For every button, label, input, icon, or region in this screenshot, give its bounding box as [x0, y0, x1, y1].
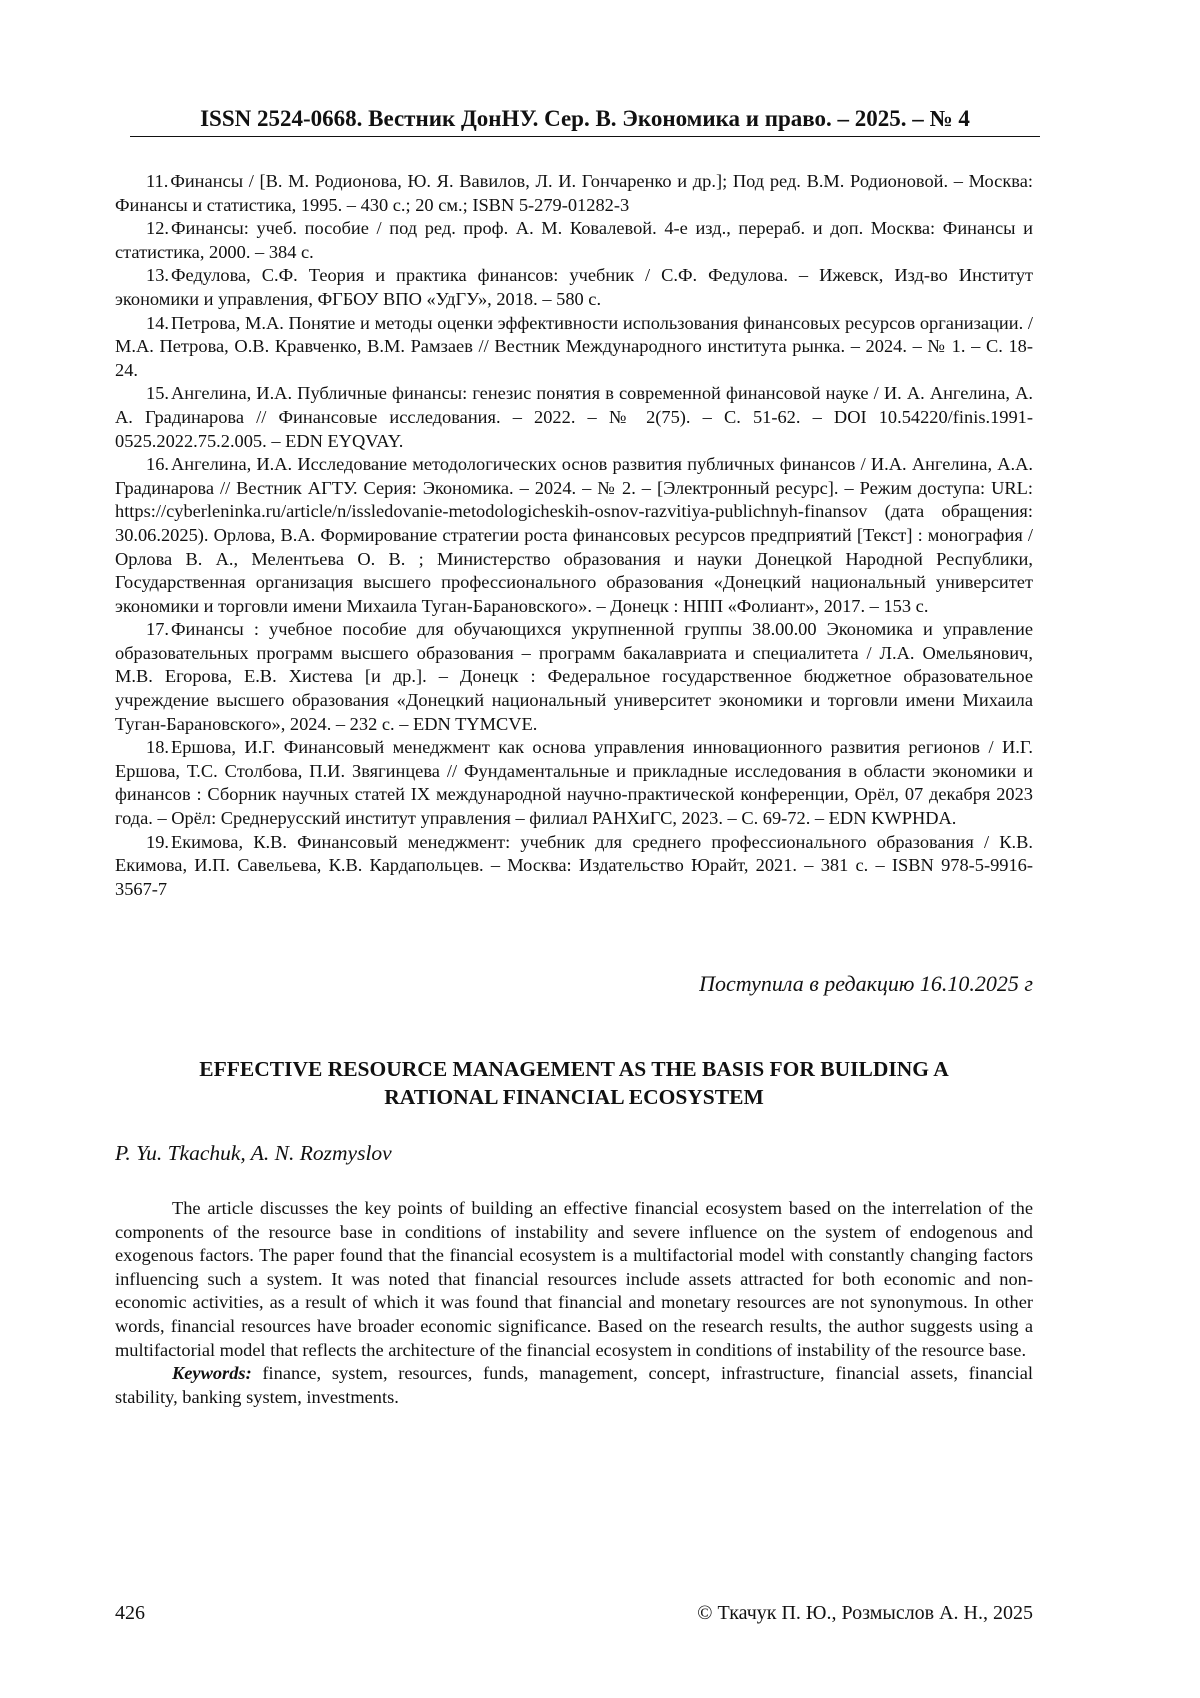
keywords-paragraph — [115, 1362, 1033, 1409]
reference-item — [115, 170, 1033, 217]
english-article-title — [115, 1055, 1033, 1111]
reference-text: Петрова, М.А. Понятие и методы оценки эффективности использования финансовых ресурсов организации. / М.А. Петрова, О.В. Кравченко, В.М. Рамзаев // Вестник Международного института рынка. – 2024. – № 1. – С. 18-24. — [115, 312, 1033, 380]
keywords-label: Keywords: — [172, 1363, 252, 1384]
reference-item — [115, 217, 1033, 264]
reference-item — [115, 831, 1033, 902]
reference-text: Екимова, К.В. Финансовый менеджмент: учебник для среднего профессионального образования / К.В. Екимова, И.П. Савельева, К.В. Кардапольцев. – Москва: Издательство Юрайт, 2021. – 381 с. – ISBN 978-5-9916-3567-7 — [115, 831, 1033, 899]
reference-text: Ангелина, И.А. Исследование методологических основ развития публичных финансов / И.А. Ангелина, А.А. Градинарова // Вестник АГТУ. Серия: Экономика. – 2024. – № 2. – [Электронный ресурс]. – Режим доступа: URL: https://cyberleninka.ru/article/n/issledovanie-metodologicheskih-osnov-razvitiya-publichnyh-finansov (дата обращения: 30.06.2025). Орлова, В.А. Формирование стратегии роста финансовых ресурсов предприятий [Текст] : монография / Орлова В. А., Мелентьева О. В. ; Министерство образования и науки Донецкой Народной Республики, Государственная организация высшего профессионального образования «Донецкий национальный университет экономики и торговли имени Михаила Туган-Барановского». – Донецк : НПП «Фолиант», 2017. – 153 с. — [115, 454, 1033, 616]
reference-number: 19. — [146, 831, 169, 852]
header-divider — [130, 136, 1040, 137]
keywords-text: finance, system, resources, funds, management, concept, infrastructure, financial assets, financial stability, banking system, investments. — [115, 1363, 1033, 1407]
reference-number: 15. — [146, 383, 169, 404]
reference-item — [115, 382, 1033, 453]
reference-item — [115, 312, 1033, 383]
reference-text: Ершова, И.Г. Финансовый менеджмент как основа управления инновационного развития регионов / И.Г. Ершова, Т.С. Столбова, П.И. Звягинцева // Фундаментальные и прикладные исследования в области экономики и финансов : Сборник научных статей IX международной научно-практической конференции, Орёл, 07 декабря 2023 года. – Орёл: Среднерусский институт управления – филиал РАНХиГС, 2023. – С. 69-72. – EDN KWPHDA. — [115, 737, 1033, 829]
reference-number: 18. — [146, 737, 169, 758]
reference-text: Финансы / [В. М. Родионова, Ю. Я. Вавилов, Л. И. Гончаренко и др.]; Под ред. В.М. Родионовой. – Москва: Финансы и статистика, 1995. – 430 с.; 20 см.; ISBN 5-279-01282-3 — [115, 171, 1033, 215]
reference-number: 17. — [146, 619, 169, 640]
abstract-text: The article discusses the key points of building an effective financial ecosystem based on the interrelation of the components of the resource base in conditions of instability and severe influence on the system of endogenous and exogenous factors. The paper found that the financial ecosystem is a multifactorial model with constantly changing factors influencing such a system. It was noted that financial resources include assets attracted for both economic and non-economic activities, as a result of which it was found that financial and monetary resources are not synonymous. In other words, financial resources have broader economic significance. Based on the research results, the author suggests using a multifactorial model that reflects the architecture of the financial ecosystem in conditions of instability of the resource base. — [115, 1198, 1033, 1360]
reference-text: Финансы : учебное пособие для обучающихся укрупненной группы 38.00.00 Экономика и управление образовательных программ высшего образования – программ бакалавриата и специалитета / Л.А. Омельянович, М.В. Егорова, Е.В. Хистева [и др.]. – Донецк : Федеральное государственное бюджетное образовательное учреждение высшего образования «Донецкий национальный университет экономики и торговли имени Михаила Туган-Барановского», 2024. – 232 с. – EDN TYMCVE. — [115, 619, 1033, 734]
copyright-notice: © Ткачук П. Ю., Розмыслов А. Н., 2025 — [697, 1602, 1033, 1624]
reference-text: Финансы: учеб. пособие / под ред. проф. А. М. Ковалевой. 4-е изд., перераб. и доп. Москва: Финансы и статистика, 2000. – 384 с. — [115, 218, 1033, 262]
reference-text: Ангелина, И.А. Публичные финансы: генезис понятия в современной финансовой науке / И. А. Ангелина, А. А. Градинарова // Финансовые исследования. – 2022. – № 2(75). – С. 51-62. – DOI 10.54220/finis.1991-0525.2022.75.2.005. – EDN EYQVAY. — [115, 383, 1033, 451]
reference-number: 14. — [146, 312, 169, 333]
title-line-1: EFFECTIVE RESOURCE MANAGEMENT AS THE BASIS FOR BUILDING A — [199, 1057, 949, 1081]
reference-item — [115, 618, 1033, 736]
reference-item — [115, 264, 1033, 311]
title-line-2: RATIONAL FINANCIAL ECOSYSTEM — [384, 1085, 764, 1109]
reference-number: 11. — [146, 171, 169, 191]
reference-number: 12. — [146, 218, 169, 239]
english-abstract — [115, 1197, 1033, 1409]
received-date: Поступила в редакцию 16.10.2025 г — [699, 971, 1033, 996]
reference-text: Федулова, С.Ф. Теория и практика финансов: учебник / С.Ф. Федулова. – Ижевск, Изд-во Институт экономики и управления, ФГБОУ ВПО «УдГУ», 2018. – 580 с. — [115, 265, 1033, 309]
reference-number: 13. — [146, 265, 169, 286]
reference-item — [115, 736, 1033, 830]
running-header: ISSN 2524-0668. Вестник ДонНУ. Сер. В. Экономика и право. – 2025. – № 4 — [200, 106, 970, 131]
page-number: 426 — [115, 1602, 145, 1624]
english-authors: P. Yu. Tkachuk, A. N. Rozmyslov — [115, 1141, 392, 1165]
reference-list — [115, 170, 1033, 901]
reference-number: 16. — [146, 454, 169, 475]
reference-item — [115, 453, 1033, 618]
